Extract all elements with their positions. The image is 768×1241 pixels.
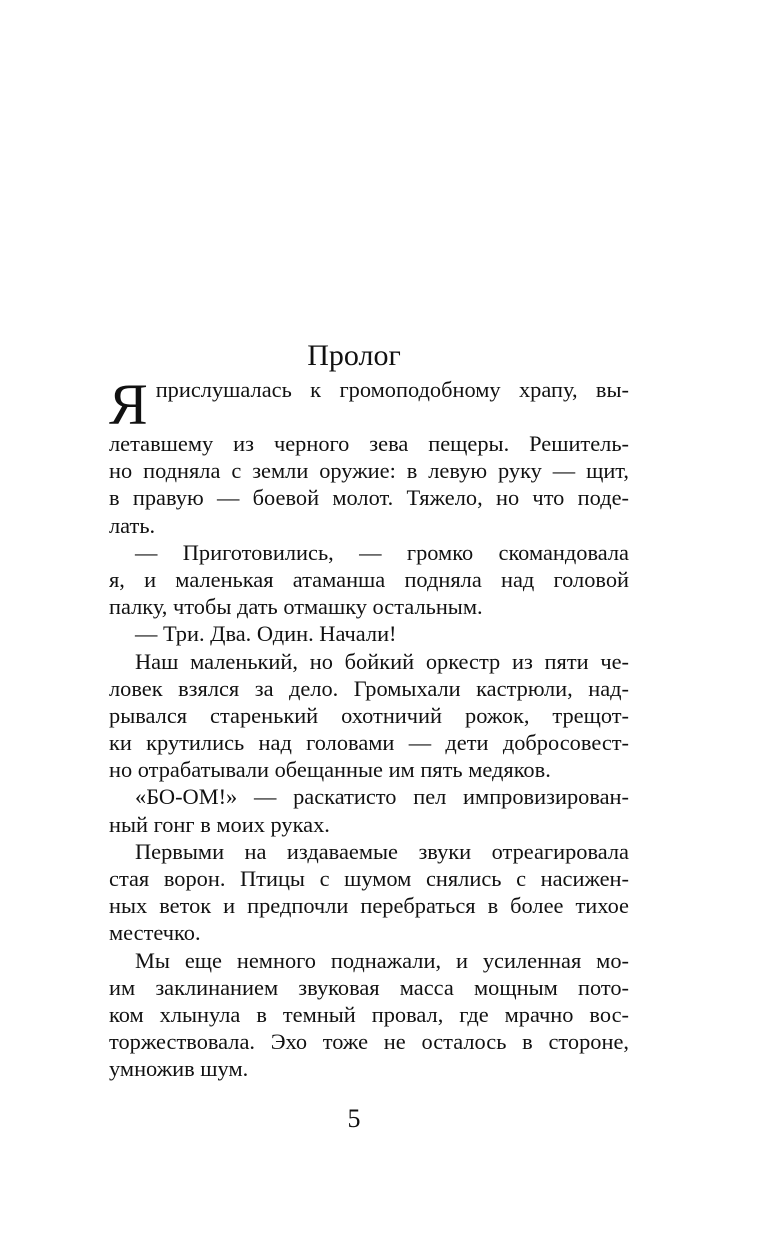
- text-line: рывался старенький охотничий рожок, трещот-: [109, 702, 629, 728]
- text-line: палку, чтобы дать отмашку остальным.: [109, 594, 483, 620]
- text-line: стая ворон. Птицы с шумом снялись с насижен-: [109, 866, 629, 891]
- text-line: в правую — боевой молот. Тяжело, но что поде-: [109, 485, 629, 511]
- page-number: 5: [347, 1104, 361, 1133]
- text-line: ки крутились над головами — дети добросовест-: [109, 730, 629, 756]
- text-line: «БО-ОМ!» — раскатисто пел импровизирован-: [135, 784, 629, 810]
- text-line: — Три. Два. Один. Начали!: [135, 621, 397, 647]
- paragraph-3: [109, 620, 629, 647]
- text-line: торжествовала. Эхо тоже не осталось в стороне,: [109, 1029, 629, 1055]
- text-line: ный гонг в моих руках.: [109, 811, 330, 837]
- body-text: [109, 372, 629, 1083]
- drop-cap: Я: [109, 372, 148, 437]
- text-line: но отрабатывали обещанные им пять медяков.: [109, 757, 551, 783]
- paragraph-6: [109, 838, 629, 947]
- text-line: ных веток и предпочли перебраться в более тихое: [109, 893, 629, 919]
- text-line: местечко.: [109, 920, 201, 946]
- text-line: я, и маленькая атаманша подняла над головой: [109, 566, 629, 592]
- text-line: им заклинанием звуковая масса мощным пото-: [109, 974, 629, 1000]
- text-line: Первыми на издаваемые звуки отреагировала: [135, 838, 629, 864]
- paragraph-7: [109, 947, 629, 1083]
- paragraph-4: [109, 648, 629, 784]
- text-line: ком хлынула в темный провал, где мрачно вос-: [109, 1001, 629, 1027]
- text-line: — Приготовились, — громко скомандовала: [135, 539, 629, 565]
- paragraph-1: [109, 372, 629, 539]
- text-line: лать.: [109, 512, 156, 538]
- paragraph-2: [109, 539, 629, 621]
- text-line: но подняла с земли оружие: в левую руку — щит,: [109, 458, 629, 484]
- paragraph-5: [109, 783, 629, 837]
- text-line: прислушалась к громоподобному храпу, вы-: [155, 377, 629, 402]
- text-line: летавшему из черного зева пещеры. Решитель-: [109, 431, 629, 456]
- text-line: Мы еще немного поднажали, и усиленная мо-: [135, 947, 629, 973]
- text-line: ловек взялся за дело. Громыхали кастрюли, над-: [109, 675, 629, 701]
- chapter-title: Пролог: [307, 339, 401, 372]
- text-line: умножив шум.: [109, 1056, 249, 1082]
- text-line: Наш маленький, но бойкий оркестр из пяти че-: [135, 648, 629, 674]
